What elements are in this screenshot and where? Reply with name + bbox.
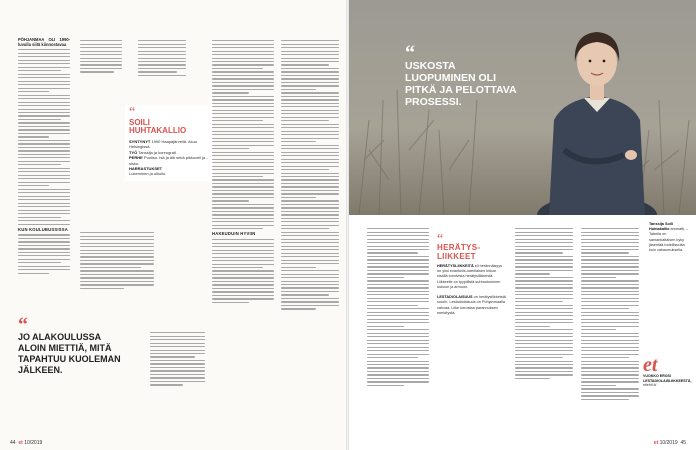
sidebar-text: HERÄTYSLIIKKEITÄ eli herännäisyys on yksi evankelis-luterilaisen kirkon sisällä toimivista herätysliikkeistä. Liikkeelle on tyypillistä suhtautuminen uskoon ja armoon. LESTADIOLAISUUS on herätysliikkeistä suurin. Lestadiolaisuus on Pohjanmaalla vahvaa. Liike korostaa parannuksen merkitystä. [437, 264, 506, 315]
profile-details: SYNTYNYT 1990 Haapajärvellä. Asuu Helsingissä. TYÖ Tanssija ja koreografi. PERHE Puoliso. Isä ja äiti sekä pikkuveli ja -sisko. HARRASTUKSET Lukeminen ja ulkoilu. [129, 139, 208, 177]
left-page [0, 0, 346, 450]
promo-text: VUOKKO EROSI LESTADIOLAISLIIKKEESTÄ, etlehti.fi/ [643, 374, 692, 388]
text-column-r1 [367, 226, 429, 388]
lead-text: PÖHJANMAA OLI 1990-luvulla siitä kiinnostavaa [18, 37, 70, 47]
text-column-1 [18, 38, 70, 276]
quote-mark-icon: “ [437, 232, 444, 247]
text-column-r3 [515, 226, 573, 381]
body-lines [367, 228, 429, 386]
body-lines [581, 228, 639, 400]
sidebar-box [437, 232, 507, 316]
quote-mark-icon: “ [129, 105, 136, 120]
body-lines [18, 234, 70, 274]
photo-pull-quote: “ USKOSTA LUOPUMINEN OLI PITKÄ JA PELOTTAVA PROSESSI. [405, 46, 525, 108]
et-logo-icon: et [643, 354, 658, 376]
profile-name: SOILI HUHTAKALLIO [129, 118, 187, 135]
related-article-promo[interactable] [643, 356, 693, 388]
quote-mark-icon: “ [18, 314, 28, 336]
right-page [349, 0, 696, 450]
body-lines [80, 232, 154, 289]
sidebar-title: HERÄTYS- LIIKKEET [437, 243, 481, 261]
text-column-6 [150, 330, 205, 388]
body-lines [212, 239, 274, 303]
text-column-2 [80, 38, 122, 75]
section-heading: KUN KOULUBUSSISSA [18, 226, 68, 232]
text-column-2b [80, 230, 154, 291]
profile-box [125, 105, 213, 181]
text-column-5 [281, 38, 339, 312]
quote-mark-icon: “ [405, 42, 415, 64]
text-column-4 [212, 38, 274, 305]
body-lines [212, 40, 274, 229]
body-lines [138, 40, 186, 76]
body-lines [515, 228, 573, 379]
body-lines [281, 40, 339, 309]
pull-quote: “ JO ALAKOULUSSA ALOIN MIETTIÄ, MITÄ TAPAHTUU KUOLEMAN JÄLKEEN. [18, 318, 128, 376]
body-lines [80, 40, 122, 73]
body-lines [150, 332, 205, 385]
page-folio: 44 et 10/2019 [10, 440, 43, 446]
body-lines [18, 49, 70, 224]
text-column-r4 [581, 226, 639, 402]
page-folio: et 10/2019 45 [653, 440, 686, 446]
photo-caption: Tanssija Soili Huhtakallio ammatti, – Tabella on samankaltaisen kyky jäsentää todellisuutta kuin vakaumuksella. [649, 222, 689, 253]
section-heading: HAKEUDUIN HYVIIN [212, 231, 256, 237]
text-column-3 [138, 38, 186, 78]
